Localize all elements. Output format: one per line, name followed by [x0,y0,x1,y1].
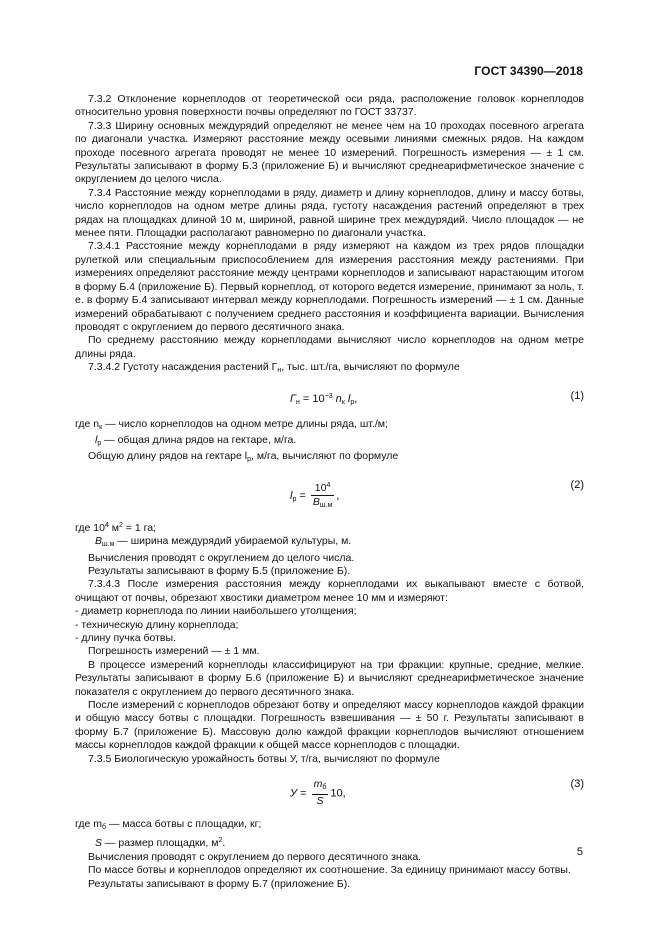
fraction [312,778,329,809]
list-item: - диаметр корнеплода по линии наибольшего утолщения; [75,605,357,618]
fraction [311,479,334,513]
formula-1-expression [290,390,357,409]
paragraph-results-b7: Результаты записывают в форму Б.7 (приложение Б). [88,877,351,890]
where-1-line-a [75,418,584,434]
formula-1 [75,384,584,414]
paragraph-fractions: В процессе измерений корнеплоды классифицируют на три фракции: крупные, средние, мелкие. Результаты записывают в форму Б.6 (приложение Б) и вычисляют среднеарифметическое значение показателя с округлением до первого десятичного знака. [75,658,584,698]
symbol: l [95,433,98,446]
fraction-numerator [311,479,334,496]
formula-2 [75,473,584,515]
fraction-denominator [312,795,329,808]
paragraph-after-measurement: После измерений с корнеплодов обрезают ботву и определяют массу корнеплодов каждой фракции и общую массу ботвы с площадки. Погрешность взвешивания — ± 50 г. Результаты записывают в форму Б.7 (приложение Б). Массовую долю каждой фракции корнеплодов вычисляют отношением массы корнеплодов каждой фракции к общей массе корнеплодов с площадки. [75,699,584,752]
paragraph-7-3-4-2 [75,361,584,377]
text-segment: Общую длину рядов на гектаре l [88,450,248,463]
where-2-line-a [75,519,584,535]
document-code-header: ГОСТ 34390—2018 [474,64,583,78]
paragraph-7-3-4-1: 7.3.4.1 Расстояние между корнеплодами в ряду измеряют на каждом из трех рядов площадки рулеткой или специальным приспособлением для измерения расстояния между растениями. При измерениях определяют расстояние между центрами корнеплодов и записывают нарастающим итогом в форму Б.4 (приложение Б). Первый корнеплод, от которого ведется измерение, принимают за ноль, т. е. в форму Б.4 записывают интервал между корнеплодами. Погрешность измерений — ± 1 см. Данные измерений обрабатывают с получением среднего расстояния и коэффициента вариации. Вычисления проводят с округлением до первого десятичного знака. [75,240,584,333]
paragraph-results-b5: Результаты записывают в форму Б.5 (приложение Б). [88,564,351,577]
where-2-line-b [75,535,584,551]
subscript: к [99,423,103,431]
text-segment: = [296,489,306,502]
symbol: m [313,778,323,791]
text-segment: . [222,837,226,850]
subscript: р [350,398,355,406]
text-segment: , [336,489,340,502]
paragraph-round-integer: Вычисления проводят с округлением до целого числа. [88,551,355,564]
text-segment: — размер площадки, м [102,837,219,850]
document-body [75,93,584,891]
paragraph-total-length [75,450,584,466]
paragraph-7-3-4: 7.3.4 Расстояние между корнеплодами в ряду, диаметр и длину корнеплодов, длину и массу ботвы, число корнеплодов на одном метре длины ряда, густоту насаждения растений определяют в трех рядах на площадках длиной 10 м, шириной, равной ширине трех междурядий. Число площадок — не менее пяти. Площадки располагают равномерно по диагонали участка. [75,186,584,240]
subscript: р [247,456,252,464]
text-segment: = [297,787,307,800]
subscript: р [97,439,102,447]
paragraph-7-3-5: 7.3.5 Биологическую урожайность ботвы У, т/га, вычисляют по формуле [88,752,440,765]
subscript: ш.м [319,502,333,510]
symbol: l [344,392,351,405]
superscript: −3 [324,392,333,400]
text-segment: , м/га, вычисляют по формуле [251,450,399,463]
superscript: 4 [326,481,331,489]
fraction-denominator [311,496,334,512]
superscript: 4 [104,521,109,529]
text-segment: где n [75,417,100,430]
subscript: к [341,398,345,406]
text-segment: 7.3.4.2 Густоту насаждения растений Г [88,361,278,374]
where-3-line-b [75,834,584,850]
text-segment: — масса ботвы с площадки, кг; [106,818,262,831]
text-segment: 10 [314,481,327,494]
text-segment: 10, [330,787,346,800]
subscript: н [295,398,300,406]
list-item: - техническую длину корнеплода; [75,618,239,631]
formula-3 [75,772,584,814]
text-segment: — общая длина рядов на гектаре, м/га. [101,433,297,446]
paragraph-7-3-3: 7.3.3 Ширину основных междурядий определяют не менее чем на 10 проходах посевного агрегата по диагонали участка. Измеряют расстояние между осевыми линиями смежных рядов. На каждом проходе посевного агрегата проводят не менее 10 измерений. Погрешность измерения — ± 1 см. Результаты записывают в форму Б.3 (приложение Б) и вычисляют среднеарифметическое значение с округлением до целого числа. [75,119,584,186]
symbol: S [95,837,103,850]
text-segment: где 10 [75,521,105,534]
fraction-numerator [312,778,329,795]
where-3-line-a [75,818,584,834]
symbol: Г [290,392,296,405]
formula-1-number: (1) [570,389,584,402]
text-segment: — число корнеплодов на одном метре длины ряда, шт./м; [102,417,388,430]
list-item: - длину пучка ботвы. [75,632,176,644]
text-segment: , тыс. шт./га, вычисляют по формуле [281,361,460,374]
paragraph-average-distance: По среднему расстоянию между корнеплодами вычисляют число корнеплодов на одном метре длины ряда. [75,334,584,360]
paragraph-ratio: По массе ботвы и корнеплодов определяют их соотношение. За единицу принимают массу ботвы. [88,864,571,877]
paragraph-7-3-2: 7.3.2 Отклонение корнеплодов от теоретической оси ряда, расположение головок корнеплодов относительно уровня поверхности почвы определяют по ГОСТ 33737. [75,93,584,119]
text-segment: = 1 га; [122,521,156,534]
text-segment: = 10 [299,392,325,405]
subscript: р [292,495,297,503]
where-1-line-b [75,434,584,450]
text-segment: , [354,392,358,405]
paragraph-error-mm: Погрешность измерений — ± 1 мм. [88,645,260,658]
subscript: ш.м [102,541,115,549]
subscript: б [322,784,327,792]
symbol: B [95,535,103,548]
superscript: 2 [118,521,123,529]
superscript: 2 [218,837,223,845]
subscript: н [277,367,282,375]
formula-3-expression [290,778,346,809]
page-number: 5 [576,846,583,858]
formula-2-expression [290,479,339,513]
symbol: n [332,392,342,405]
paragraph-7-3-4-3: 7.3.4.3 После измерения расстояния между корнеплодами их выкапывают вместе с ботвой, очищают от почвы, обрезают хвостики диаметром менее 10 мм и измеряют: [75,578,584,604]
symbol: l [290,489,293,502]
paragraph-round-first-decimal: Вычисления проводят с округлением до первого десятичного знака. [88,850,422,863]
symbol: S [316,795,324,808]
formula-2-number: (2) [570,478,584,491]
text-segment: м [108,521,119,534]
text-segment: где m [75,818,102,831]
text-segment: — ширина междурядий убираемой культуры, м. [114,535,352,548]
symbol: У [290,787,298,800]
subscript: б [102,824,107,832]
formula-3-number: (3) [570,778,584,791]
symbol: B [312,496,320,509]
